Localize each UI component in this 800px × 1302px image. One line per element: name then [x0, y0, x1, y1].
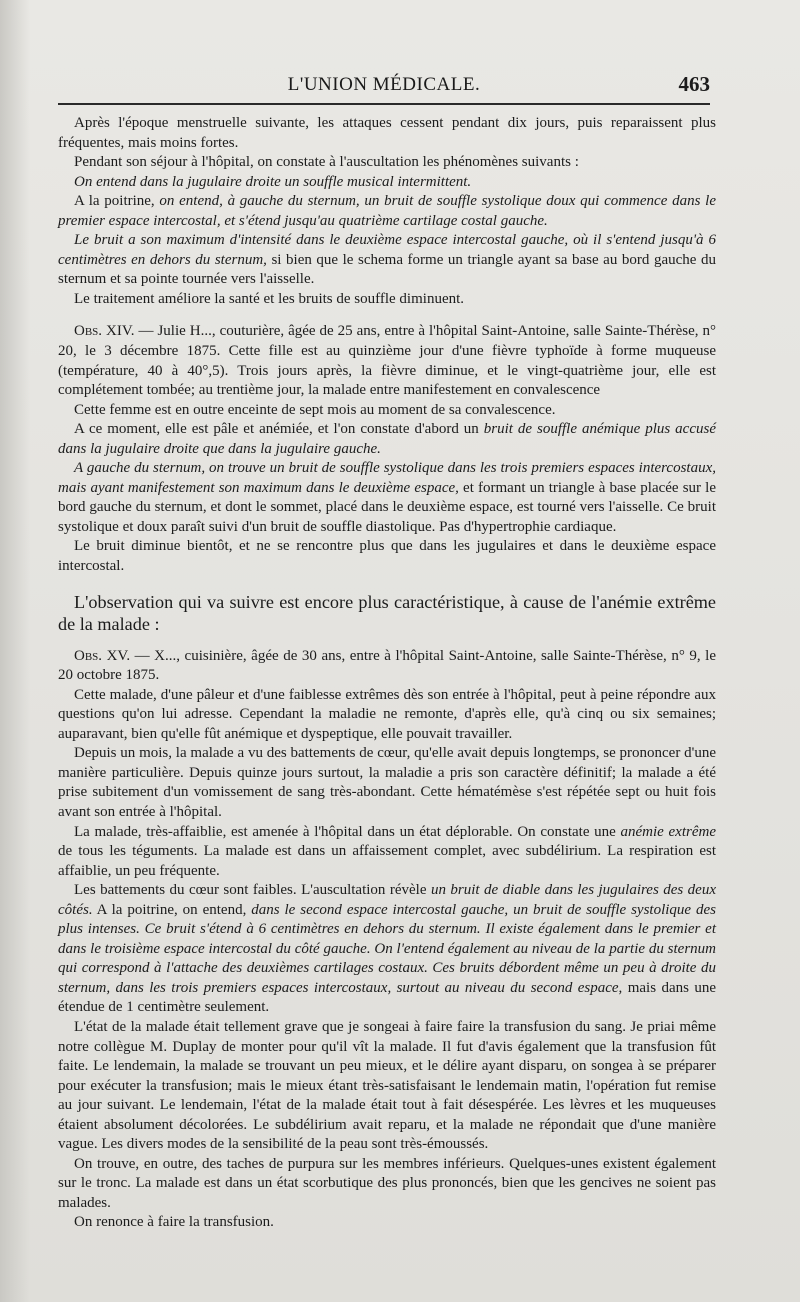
page-number: 463	[678, 72, 710, 96]
text-segment: Cette malade, d'une pâleur et d'une faiblesse extrêmes dès son entrée à l'hôpital, peut à peine répondre aux questions qu'on lui adresse. Cependant la maladie ne remonte, d'après elle, qu'à cinq ou six semaines; auparavant, bien qu'elle fût anémique et dyspeptique, elle pouvait travailler.	[58, 686, 716, 742]
running-title: L'UNION MÉDICALE.	[287, 74, 481, 95]
observation-label: Obs. XV.	[74, 647, 131, 664]
italic-text: On entend dans la jugulaire droite un souffle musical intermittent.	[74, 173, 472, 190]
italic-text: dans le second espace intercostal gauche, un bruit de souffle systolique des plus intenses. Ce bruit s'étend à 6 centimètres en dehors du sternum. Il existe également dans le premier et dans le troisième espace intercostal du côté gauche. On l'entend également au niveau de la partie du sternum qui correspond à l'attache des deuxièmes cartilages costaux. Ces bruits débordent même un peu à droite du sternum, dans les trois premiers espaces intercostaux, surtout au niveau du second espace,	[58, 901, 716, 996]
text-segment: Pendant son séjour à l'hôpital, on constate à l'auscultation les phénomènes suivants :	[74, 154, 579, 171]
observation-label: Obs. XIV.	[74, 323, 135, 340]
paragraph	[58, 647, 716, 686]
paragraph	[58, 420, 716, 459]
text-segment: Depuis un mois, la malade a vu des battements de cœur, qu'elle avait depuis longtemps, se prononcer d'une manière particulière. Depuis quinze jours surtout, la maladie a pris son caractère définitif; la malade a été prise subitement d'un vomissement de sang très-abondant. Cette hématémèse s'est répétée sept ou huit fois avant son entrée à l'hôpital.	[58, 745, 716, 820]
paragraph	[58, 744, 716, 822]
paragraph	[58, 153, 716, 173]
paragraph	[58, 192, 716, 231]
text-segment: Le bruit diminue bientôt, et ne se rencontre plus que dans les jugulaires et dans le deuxième espace intercostal.	[58, 538, 716, 575]
text-segment: A la poitrine, on entend,	[92, 901, 252, 918]
paragraph	[58, 537, 716, 576]
header-rule	[58, 103, 710, 105]
text-segment: A la poitrine,	[74, 193, 160, 210]
italic-text: anémie extrême	[620, 823, 716, 840]
italic-text: A gauche du sternum, on trouve un bruit de souffle systolique dans les trois premiers espaces intercostaux, mais ayant manifestement son maximum dans le deuxième espace,	[58, 460, 716, 496]
text-segment: La malade, très-affaiblie, est amenée à l'hôpital dans un état déplorable. On constate une	[74, 823, 621, 840]
paragraph	[58, 881, 716, 1018]
paragraph	[58, 1213, 716, 1233]
text-segment: — X..., cuisinière, âgée de 30 ans, entre à l'hôpital Saint-Antoine, salle Sainte-Thérèse, n° 9, le 20 octobre 1875.	[58, 647, 716, 684]
text-segment: Après l'époque menstruelle suivante, les attaques cessent pendant dix jours, puis reparaissent plus fréquentes, mais moins fortes.	[58, 115, 716, 151]
italic-text: un bruit de diable dans les jugulaires des deux côtés.	[58, 882, 716, 918]
paragraph	[58, 173, 716, 193]
text-segment: si bien que le schema forme un triangle ayant sa base au bord gauche du sternum et sa pointe tournée vers l'aisselle.	[58, 251, 716, 288]
paragraph	[58, 1155, 716, 1214]
italic-text: Le bruit a son maximum d'intensité dans le deuxième espace intercostal gauche, où il s'entend jusqu'à 6 centimètres en dehors du sternum,	[58, 232, 716, 268]
paragraph	[58, 686, 716, 745]
paragraph	[58, 114, 716, 153]
text-segment: On trouve, en outre, des taches de purpura sur les membres inférieurs. Quelques-unes existent également sur le tronc. La malade est dans un état scorbutique des plus prononcés, bien que les gencives ne soient pas malades.	[58, 1155, 716, 1211]
text-segment: et formant un triangle à base placée sur le bord gauche du sternum, et dont le sommet, placé dans le deuxième espace, est tourné vers l'aisselle. Ce bruit systolique et doux paraît suivi d'un bruit de souffle diastolique. Pas d'hypertrophie cardiaque.	[58, 479, 717, 535]
italic-text: on entend, à gauche du sternum, un bruit de souffle systolique doux qui commence dans le premier espace intercostal, et s'étend jusqu'au quatrième cartilage costal gauche.	[58, 193, 716, 229]
paragraph	[58, 231, 716, 290]
text-segment: Cette femme est en outre enceinte de sept mois au moment de sa convalescence.	[74, 401, 556, 418]
text-segment: L'état de la malade était tellement grave que je songeai à faire faire la transfusion du sang. Je priai même notre collègue M. Duplay de monter pour qu'il vît la malade. Il fut d'avis également que la transfusion fût faite. Le lendemain, la malade se trouvant un peu mieux, et le délire ayant disparu, on songea à se préparer pour exécuter la transfusion; mais le mieux étant très-satisfaisant le lendemain matin, l'opération fut remise au jour suivant. Le lendemain, l'état de la malade était tout à fait désespérée. Les lèvres et les muqueuses étaient absolument décolorées. Le subdélirium avait reparu, et la malade ne répondait que d'une manière vague. Les divers modes de la sensibilité de la peau sont très-émoussés.	[58, 1018, 716, 1153]
text-segment: Le traitement améliore la santé et les bruits de souffle diminuent.	[74, 290, 465, 307]
text-segment: L'observation qui va suivre est encore plus caractéristique, à cause de l'anémie extrême de la malade :	[58, 591, 716, 634]
paragraph	[58, 322, 716, 400]
page-shadow-edge	[0, 0, 30, 1302]
page-header	[58, 70, 710, 100]
text-segment: mais dans une étendue de 1 centimètre seulement.	[58, 979, 716, 1016]
paragraph	[58, 823, 716, 882]
italic-text: bruit de souffle anémique plus accusé dans la jugulaire droite que dans la jugulaire gauche.	[58, 421, 716, 457]
text-segment: On renonce à faire la transfusion.	[74, 1214, 274, 1231]
paragraph	[58, 591, 716, 635]
text-segment: A ce moment, elle est pâle et anémiée, et l'on constate d'abord un	[74, 421, 484, 438]
paragraph	[58, 1018, 716, 1155]
text-segment: de tous les téguments. La malade est dans un affaissement complet, avec subdélirium. La respiration est affaiblie, un peu fréquente.	[58, 843, 716, 879]
paragraph	[58, 290, 716, 310]
text-segment: Les battements du cœur sont faibles. L'auscultation révèle	[74, 882, 431, 899]
text-segment: — Julie H..., couturière, âgée de 25 ans, entre à l'hôpital Saint-Antoine, salle Sainte-Thérèse, n° 20, le 3 décembre 1875. Cette fille est au quinzième jour d'une fièvre typhoïde à forme muqueuse (température, 40 à 40°,5). Trois jours après, la fièvre diminue, et le vingt-quatrième jour, elle est complétement tombée; au trentième jour, la malade entre manifestement en convalescence	[58, 323, 716, 399]
article-body	[58, 114, 716, 1233]
paragraph	[58, 459, 716, 537]
paragraph	[58, 401, 716, 421]
